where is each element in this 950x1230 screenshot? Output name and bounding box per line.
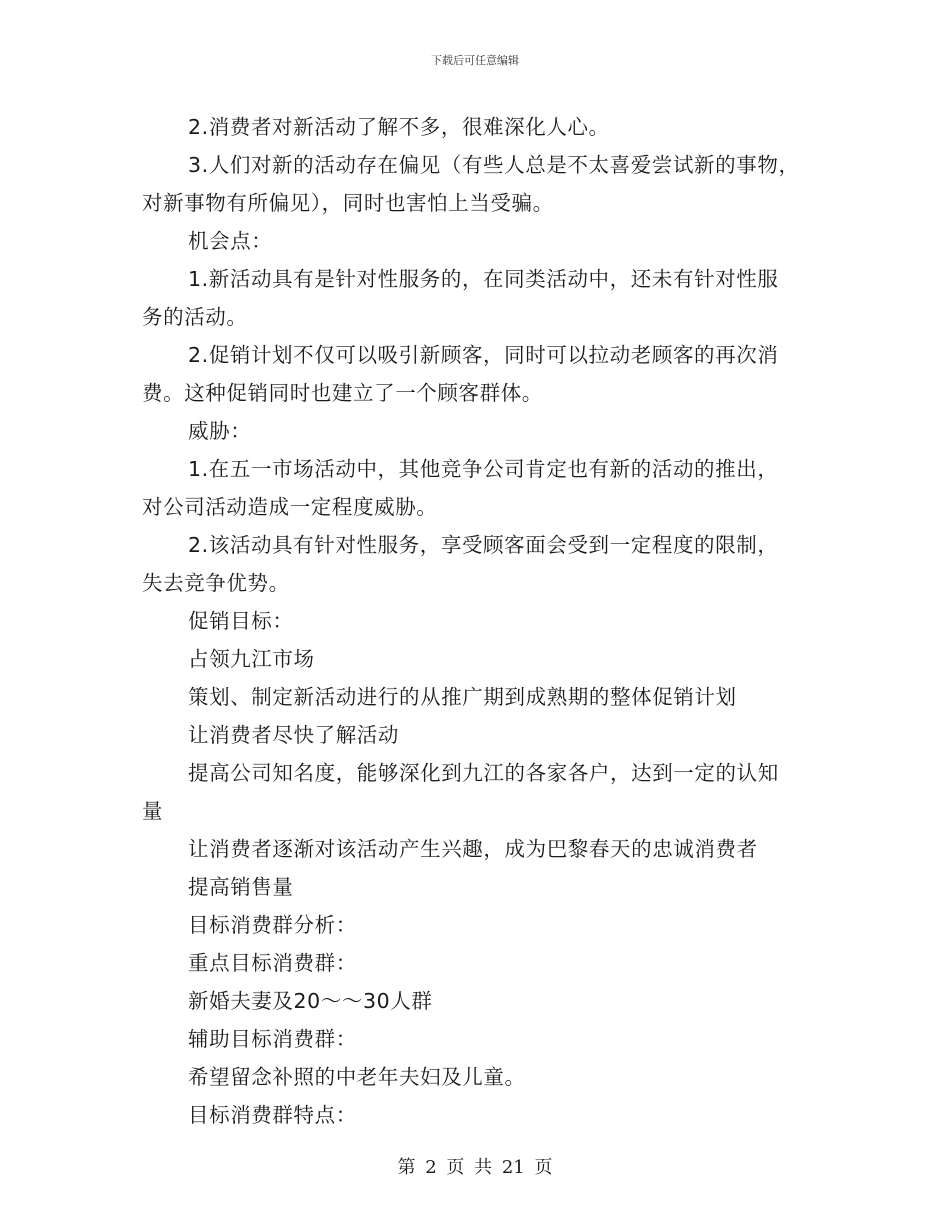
text-line: 1.在五一市场活动中，其他竞争公司肯定也有新的活动的推出， (188, 457, 779, 481)
text-line: 量 (142, 799, 164, 823)
text-line: 2.消费者对新活动了解不多，很难深化人心。 (188, 115, 610, 139)
text-line: 辅助目标消费群： (188, 1027, 357, 1051)
text-line: 3.人们对新的活动存在偏见（有些人总是不太喜爱尝试新的事物， (188, 153, 800, 177)
text-line: 促销目标： (188, 609, 294, 633)
text-line: 新婚夫妻及20～～30人群 (188, 989, 433, 1013)
text-line: 2.促销计划不仅可以吸引新顾客，同时可以拉动老顾客的再次消 (188, 343, 779, 367)
page-number-footer: 第 2 页 共 21 页 (397, 1157, 553, 1178)
text-line: 策划、制定新活动进行的从推广期到成熟期的整体促销计划 (188, 685, 737, 709)
text-line: 占领九江市场 (188, 647, 315, 671)
text-line: 1.新活动具有是针对性服务的，在同类活动中，还未有针对性服 (188, 267, 779, 291)
text-line: 务的活动。 (142, 305, 248, 329)
text-line: 希望留念补照的中老年夫妇及儿童。 (188, 1065, 526, 1089)
text-line: 2.该活动具有针对性服务，享受顾客面会受到一定程度的限制， (188, 533, 779, 557)
text-line: 威胁： (188, 419, 252, 443)
text-line: 费。这种促销同时也建立了一个顾客群体。 (142, 381, 543, 405)
text-line: 让消费者逐渐对该活动产生兴趣，成为巴黎春天的忠诚消费者 (188, 837, 758, 861)
text-line: 对公司活动造成一定程度威胁。 (142, 495, 438, 519)
text-line: 对新事物有所偏见），同时也害怕上当受骗。 (142, 191, 554, 215)
text-line: 提高公司知名度，能够深化到九江的各家各户，达到一定的认知 (188, 761, 779, 785)
document-body (142, 108, 812, 1134)
text-line: 目标消费群分析： (188, 913, 357, 937)
text-line: 失去竞争优势。 (142, 571, 290, 595)
text-line: 目标消费群特点： (188, 1103, 357, 1127)
text-line: 机会点： (188, 229, 273, 253)
text-line: 让消费者尽快了解活动 (188, 723, 399, 747)
page-header-note: 下载后可任意编辑 (431, 54, 519, 67)
text-line: 提高销售量 (188, 875, 294, 899)
text-line: 重点目标消费群： (188, 951, 357, 975)
